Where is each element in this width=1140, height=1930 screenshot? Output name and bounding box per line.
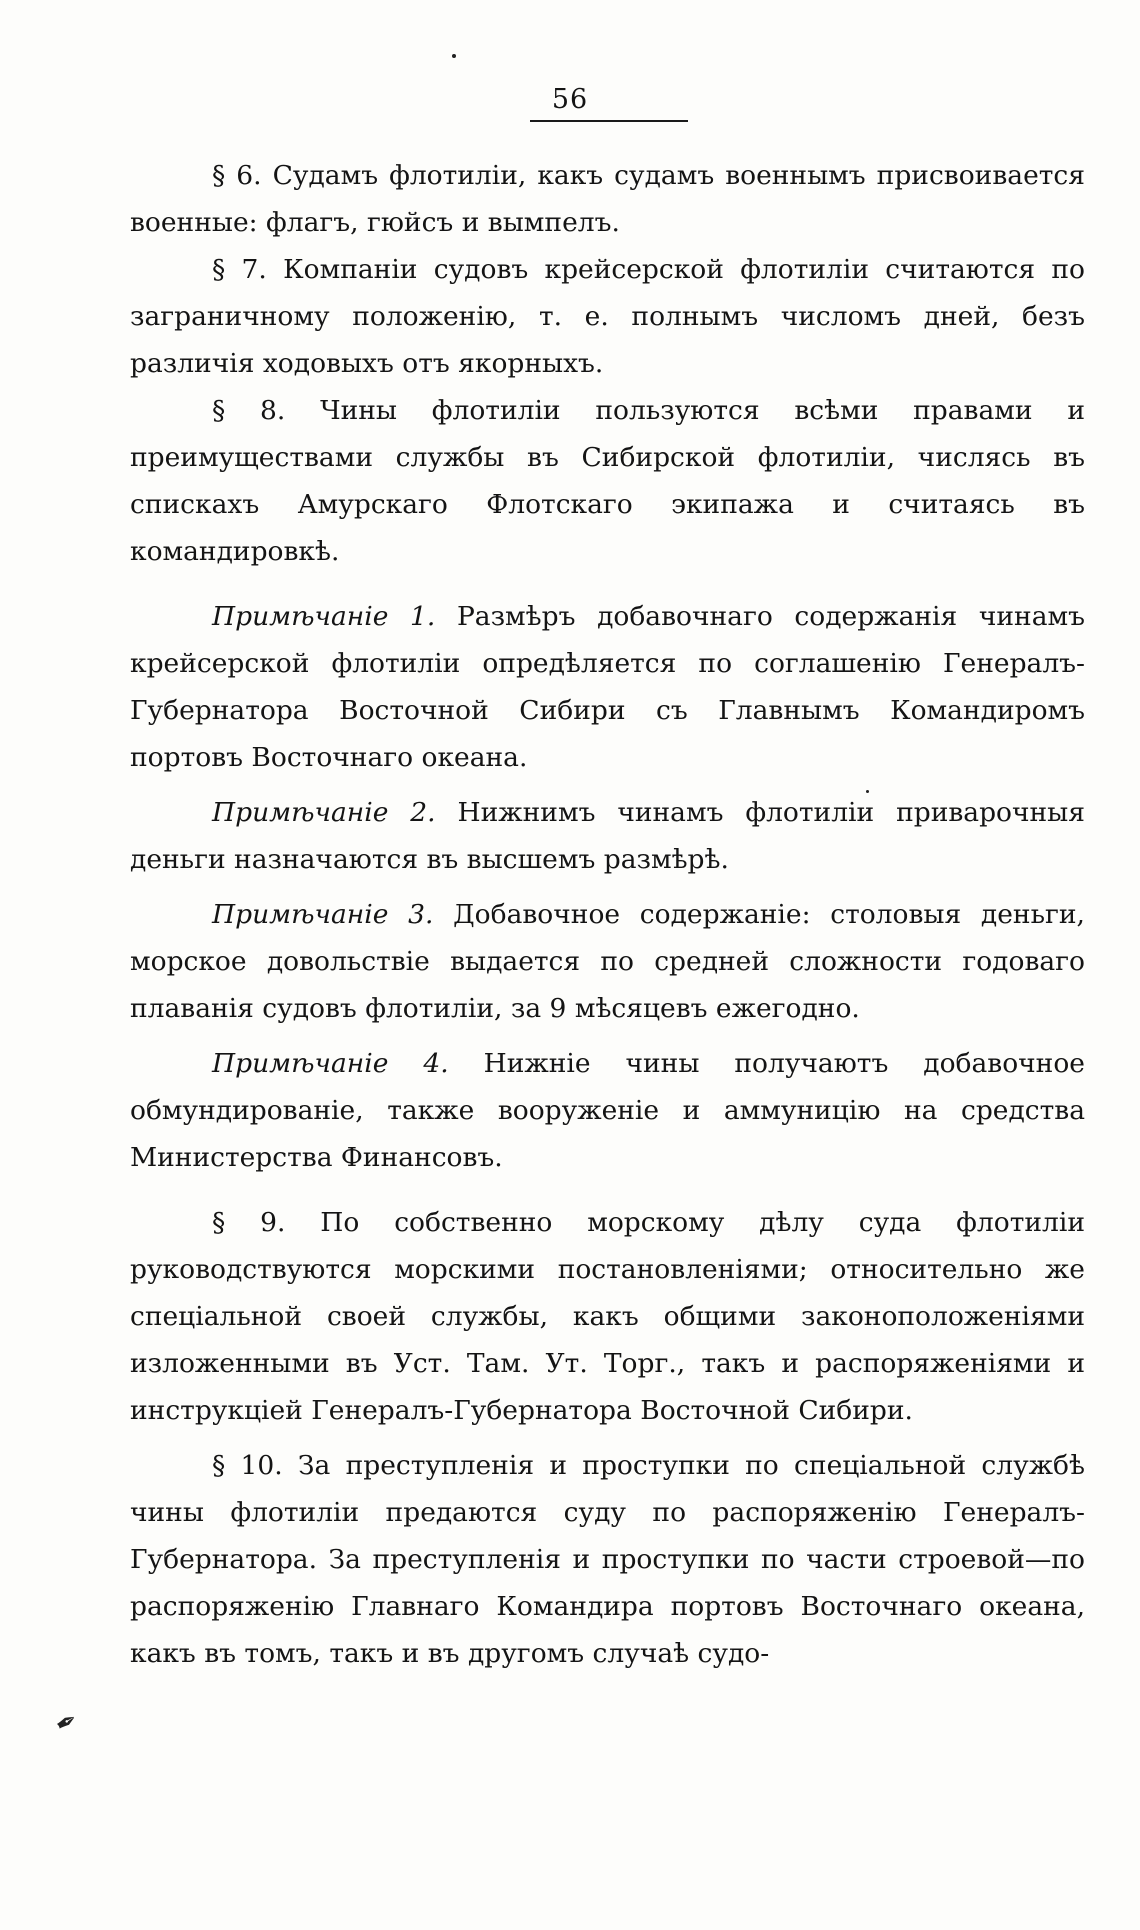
note-label: Примѣчаніе 2. [212, 797, 436, 828]
note-3 [130, 891, 1085, 1032]
note-label: Примѣчаніе 1. [212, 601, 436, 632]
section-8 [130, 387, 1085, 575]
section-9 [130, 1199, 1085, 1434]
section-text: Судамъ флотиліи, какъ судамъ военнымъ присвоивается военные: флагъ, гюйсъ и вымпелъ. [130, 160, 1085, 238]
section-7 [130, 246, 1085, 387]
section-label: § 9. [212, 1207, 286, 1238]
margin-ink-mark: ✒ [49, 1704, 84, 1742]
note-text: Добавочное содержаніе: столовыя деньги, морское довольствіе выдается по средней сложности годоваго плаванія судовъ флотиліи, за 9 мѣсяцевъ ежегодно. [130, 899, 1085, 1024]
note-label: Примѣчаніе 4. [212, 1048, 449, 1079]
section-label: § 6. [212, 160, 262, 191]
note-2 [130, 789, 1085, 883]
note-text: Размѣръ добавочнаго содержанія чинамъ крейсерской флотиліи опредѣляется по соглашенію Генералъ-Губернатора Восточной Сибири съ Главнымъ Командиромъ портовъ Восточнаго океана. [130, 601, 1085, 773]
section-text: Компаніи судовъ крейсерской флотиліи считаются по заграничному положенію, т. е. полнымъ числомъ дней, безъ различія ходовыхъ отъ якорныхъ. [130, 254, 1085, 379]
section-text: За преступленія и проступки по спеціальной службѣ чины флотиліи предаются суду по распоряженію Генералъ-Губернатора. За преступленія и проступки по части строевой—по распоряженію Главнаго Командира портовъ Восточнаго океана, какъ въ томъ, такъ и въ другомъ случаѣ судо- [130, 1450, 1085, 1669]
scan-speck [866, 790, 869, 793]
page-number-rule [530, 120, 688, 122]
note-4 [130, 1040, 1085, 1181]
document-body [130, 152, 1085, 1677]
note-label: Примѣчаніе 3. [212, 899, 434, 930]
note-text: Нижніе чины получаютъ добавочное обмундированіе, также вооруженіе и аммуницію на средства Министерства Финансовъ. [130, 1048, 1085, 1173]
section-10 [130, 1442, 1085, 1677]
section-label: § 7. [212, 254, 267, 285]
note-text: Нижнимъ чинамъ флотиліи приварочныя деньги назначаются въ высшемъ размѣрѣ. [130, 797, 1085, 875]
section-text: Чины флотиліи пользуются всѣми правами и преимуществами службы въ Сибирской флотиліи, числясь въ спискахъ Амурскаго Флотскаго экипажа и считаясь въ командировкѣ. [130, 395, 1085, 567]
section-label: § 8. [212, 395, 286, 426]
page-number: 56 [551, 84, 589, 115]
scan-speck [452, 54, 456, 58]
section-text: По собственно морскому дѣлу суда флотиліи руководствуются морскими постановленіями; относительно же спеціальной своей службы, какъ общими законоположеніями изложенными въ Уст. Там. Ут. Торг., такъ и распоряженіями и инструкціей Генералъ-Губернатора Восточной Сибири. [130, 1207, 1085, 1426]
section-6 [130, 152, 1085, 246]
section-label: § 10. [212, 1450, 283, 1481]
note-1 [130, 593, 1085, 781]
